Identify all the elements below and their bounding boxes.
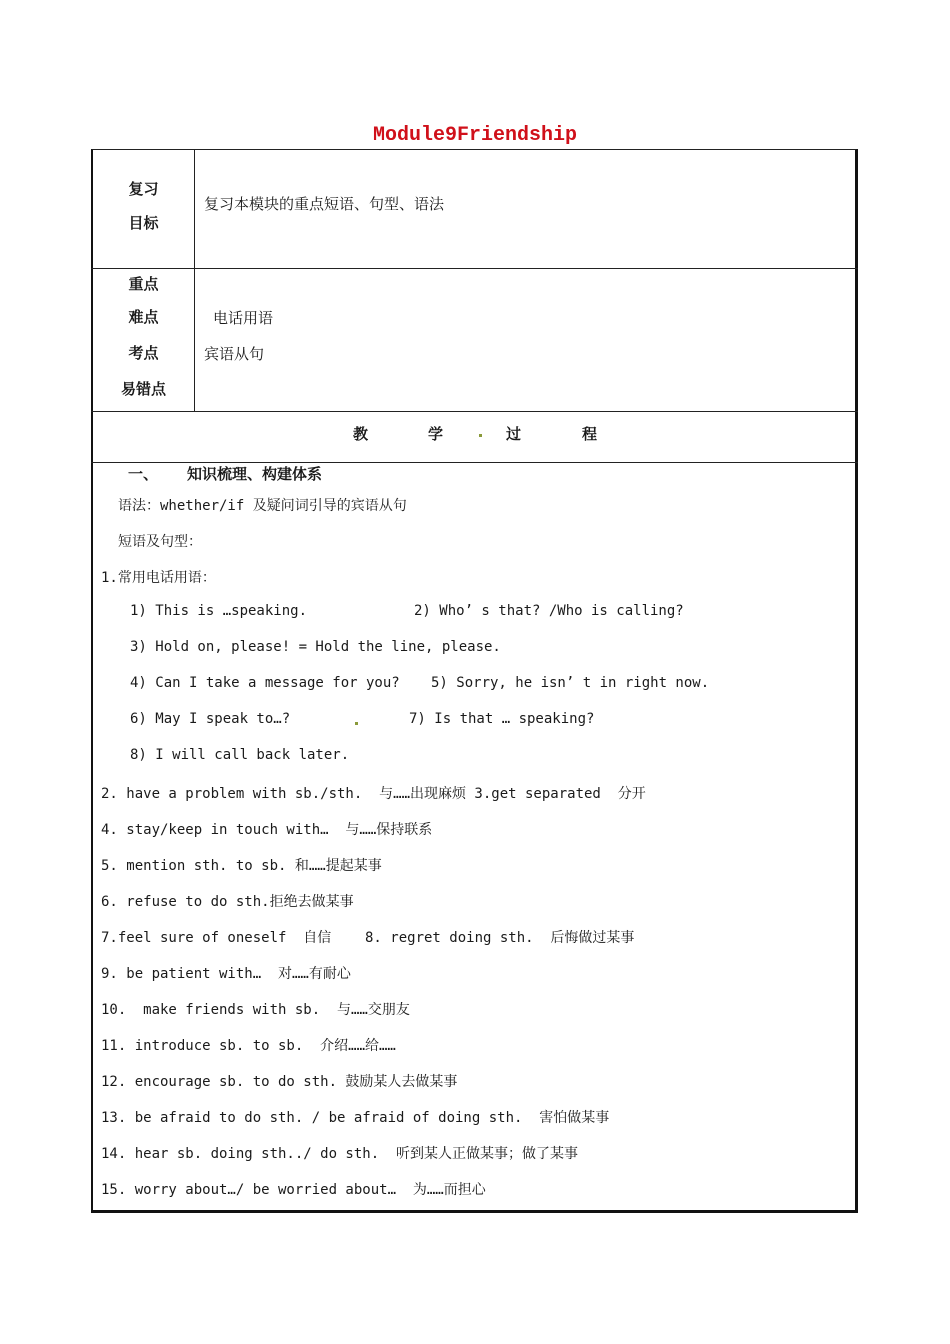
row-divider <box>91 411 858 412</box>
phrase-item-4: 4. stay/keep in touch with… 与……保持联系 <box>101 822 433 838</box>
phrases-heading: 短语及句型： <box>118 534 202 550</box>
row-divider <box>91 268 858 269</box>
phone-phrase-5: 5) Sorry, he isn’ t in right now. <box>431 675 710 691</box>
phone-phrase-1: 1) This is …speaking. <box>130 603 308 619</box>
key-label-line3: 考点 <box>128 344 159 362</box>
goal-text: 复习本模块的重点短语、句型、语法 <box>204 195 445 213</box>
process-char-4: 程 <box>582 425 598 443</box>
phrase-item-9: 9. be patient with… 对……有耐心 <box>101 966 351 982</box>
section1-title: 知识梳理、构建体系 <box>187 465 323 483</box>
key-label-line4: 易错点 <box>120 380 166 398</box>
key-label-line1: 重点 <box>128 275 159 293</box>
phrase-item-6: 6. refuse to do sth.拒绝去做某事 <box>101 894 354 910</box>
process-char-1: 教 <box>353 425 369 443</box>
phrase-item-2: 2. have a problem with sb./sth. 与……出现麻烦 3.get separated 分开 <box>101 786 646 802</box>
phrase-item-10: 10. make friends with sb. 与……交朋友 <box>101 1002 410 1018</box>
process-char-3: 过 <box>506 425 522 443</box>
goal-label-line1: 复习 <box>128 180 159 198</box>
phrase-item-11: 11. introduce sb. to sb. 介绍……给…… <box>101 1038 396 1054</box>
key-label-line2: 难点 <box>128 308 159 326</box>
column-divider <box>194 150 195 412</box>
phone-phrase-4: 4) Can I take a message for you? <box>130 675 400 691</box>
key-text-clause: 宾语从句 <box>204 345 265 363</box>
phrase-item-7: 7.feel sure of oneself 自信 8. regret doing sth. 后悔做过某事 <box>101 930 635 946</box>
process-char-2: 学 <box>428 425 444 443</box>
phone-phrase-8: 8) I will call back later. <box>130 747 350 763</box>
phrase-item-13: 13. be afraid to do sth. / be afraid of doing sth. 害怕做某事 <box>101 1110 610 1126</box>
phone-phrase-6: 6) May I speak to…? <box>130 711 291 727</box>
goal-label-line2: 目标 <box>128 214 159 232</box>
phone-phrase-7: 7) Is that … speaking? <box>409 711 595 727</box>
grammar-line: 语法：whether/if 及疑问词引导的宾语从句 <box>118 498 407 514</box>
key-text-phone: 电话用语 <box>213 309 274 327</box>
phrase-item-15: 15. worry about…/ be worried about… 为……而担心 <box>101 1182 486 1198</box>
page-title: Module9Friendship <box>372 124 578 147</box>
speck <box>479 434 482 437</box>
speck <box>355 722 358 725</box>
phrase-item-12: 12. encourage sb. to do sth. 鼓励某人去做某事 <box>101 1074 458 1090</box>
phone-phrase-3: 3) Hold on, please! = Hold the line, please. <box>130 639 501 655</box>
phone-heading: 1.常用电话用语： <box>101 570 216 586</box>
phrase-item-5: 5. mention sth. to sb. 和……提起某事 <box>101 858 382 874</box>
section1-number: 一、 <box>128 465 159 483</box>
phone-phrase-2: 2) Who’ s that? /Who is calling? <box>414 603 684 619</box>
phrase-item-14: 14. hear sb. doing sth../ do sth. 听到某人正做某事；做了某事 <box>101 1146 579 1162</box>
